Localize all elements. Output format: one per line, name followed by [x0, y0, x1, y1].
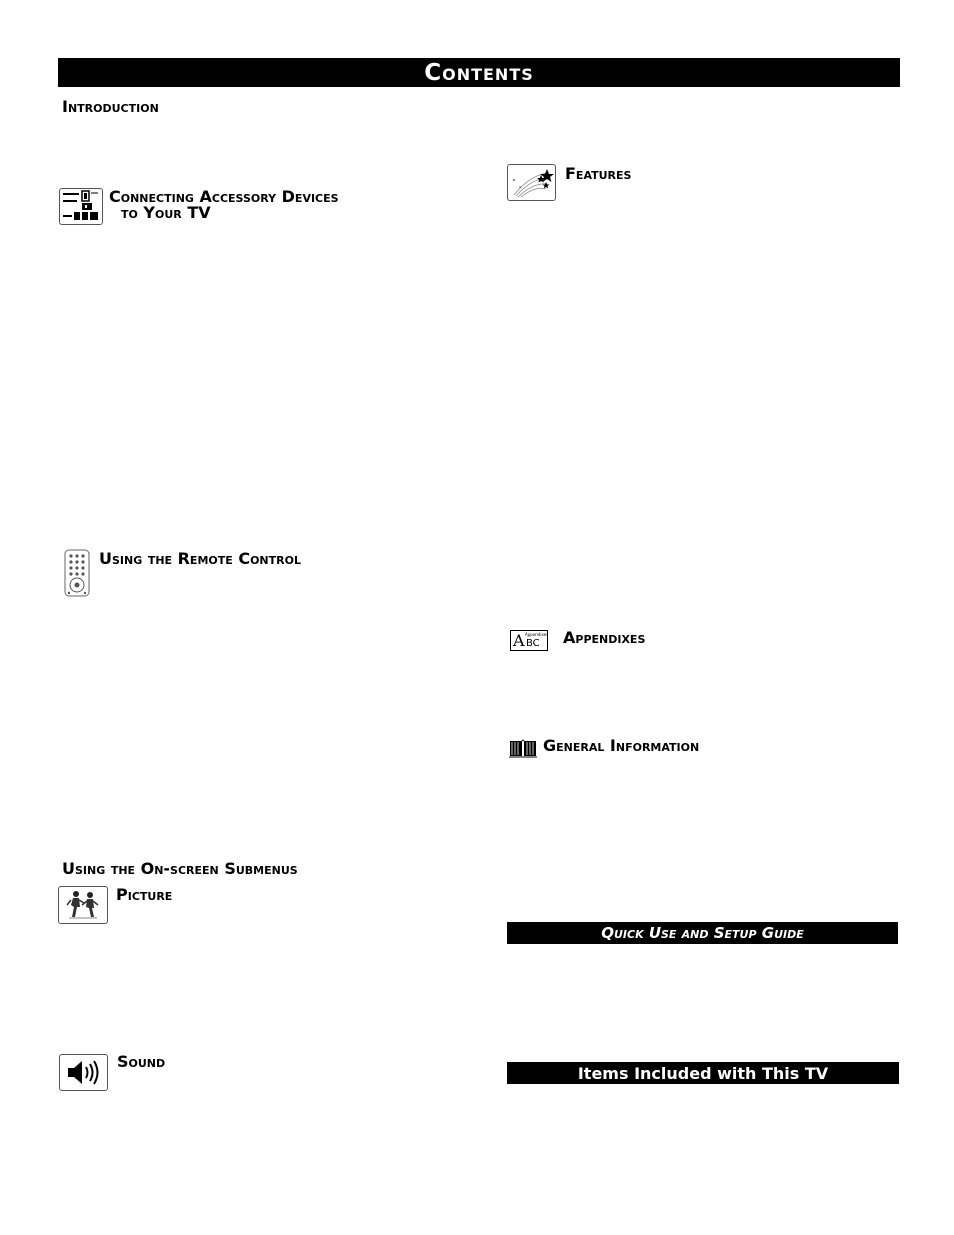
section-onscreen-submenus[interactable]: Using the On-screen Submenus [62, 859, 298, 878]
people-picture-icon [58, 886, 108, 924]
section-connecting[interactable]: Connecting Accessory Devices [109, 187, 339, 206]
abc-icon [510, 630, 548, 651]
shooting-stars-icon [507, 164, 556, 201]
quick-guide-banner[interactable] [507, 922, 898, 944]
section-connecting-line2[interactable]: to Your TV [121, 203, 211, 222]
section-sound[interactable]: Sound [117, 1052, 166, 1071]
connection-panel-icon [59, 188, 103, 225]
section-general-information[interactable]: General Information [543, 736, 700, 755]
page-title: Contents [424, 59, 534, 86]
abc-icon-letters: BC [526, 638, 540, 649]
contents-title-bar [58, 58, 900, 87]
section-appendixes[interactable]: Appendixes [563, 628, 646, 647]
open-book-icon [509, 738, 537, 758]
section-remote-control[interactable]: Using the Remote Control [99, 549, 301, 568]
section-introduction[interactable]: Introduction [62, 97, 159, 116]
items-included-banner[interactable] [507, 1062, 899, 1084]
quick-guide-label: Quick Use and Setup Guide [601, 924, 804, 942]
remote-control-icon [63, 549, 91, 597]
items-included-label: Items Included with This TV [577, 1063, 829, 1083]
speaker-icon [59, 1054, 108, 1091]
section-features[interactable]: Features [565, 164, 632, 183]
abc-icon-small-label: Appendixes [525, 632, 549, 637]
abc-icon-big-letter: A [513, 631, 525, 650]
section-picture[interactable]: Picture [116, 885, 173, 904]
